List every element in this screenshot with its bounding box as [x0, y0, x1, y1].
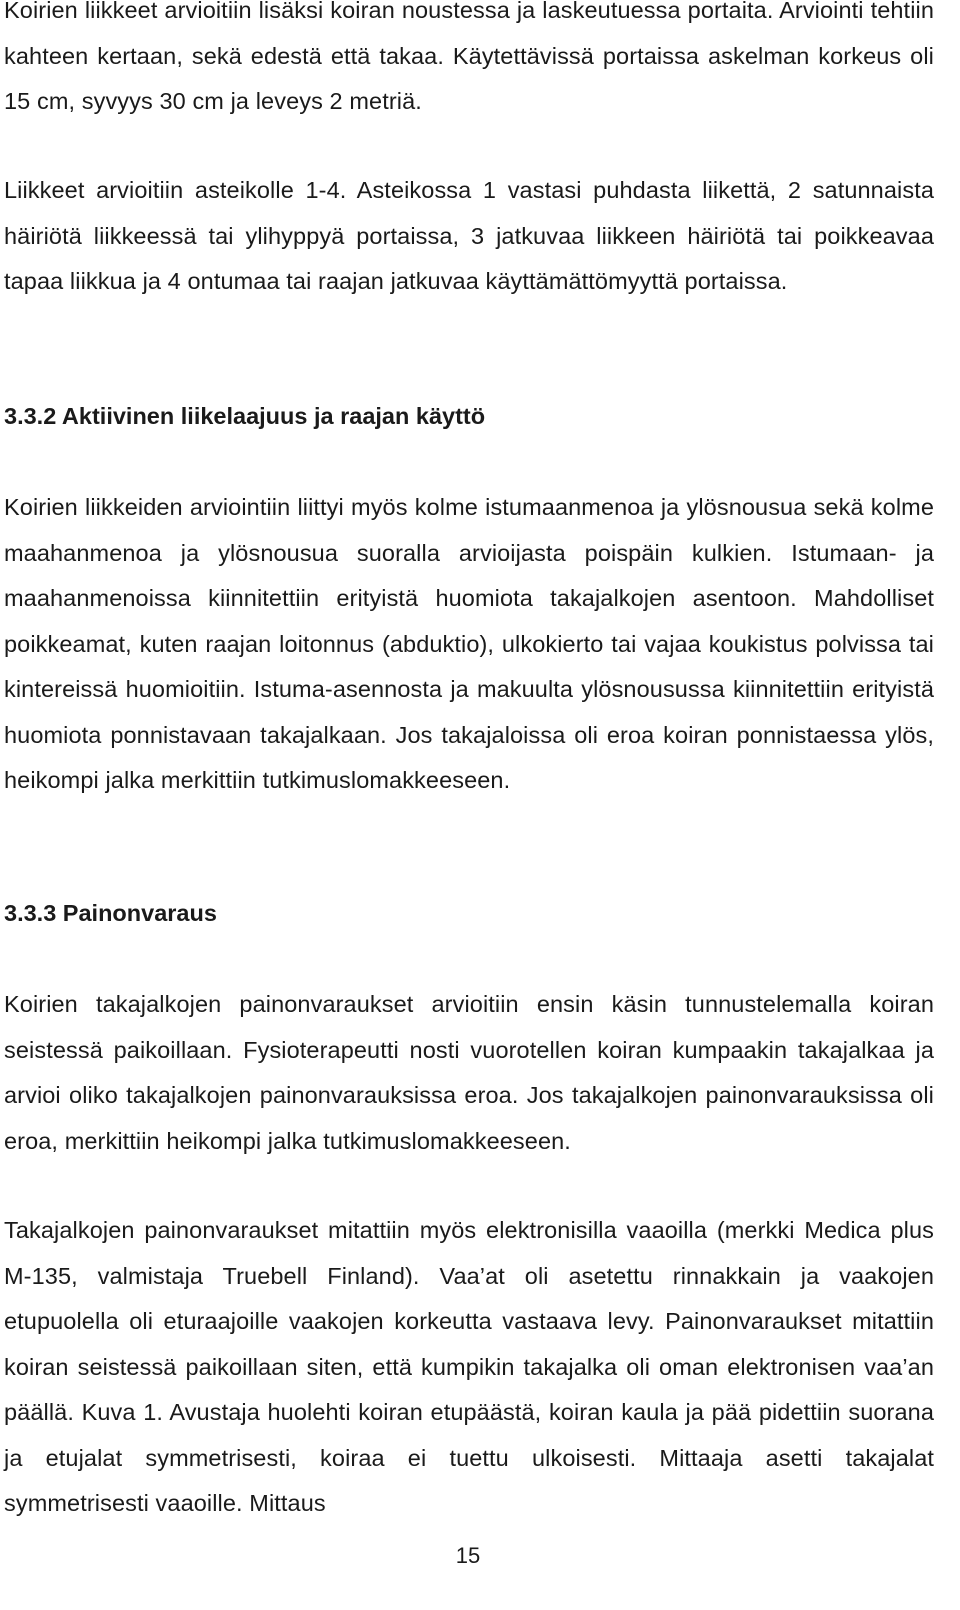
page-number: 15	[455, 1543, 481, 1568]
body-paragraph: Takajalkojen painonvaraukset mitattiin myös elektronisilla vaaoilla (merkki Medica plus M-135, valmistaja Truebell Finland). Vaa’at oli asetettu rinnakkain ja vaakojen etupuolella oli eturaajoille vaakojen korkeutta vastaava levy. Painonvaraukset mitattiin koiran seistessä paikoillaan siten, että kumpikin takajalka oli oman elektronisen vaa’an päällä. Kuva 1. Avustaja huolehti koiran etupäästä, koiran kaula ja pää pidettiin suorana ja etujalat symmetrisesti, koiraa ei tuettu ulkoisesti. Mittaaja asetti takajalat symmetrisesti vaaoille. Mittaus	[4, 1217, 934, 1516]
body-paragraph: Koirien takajalkojen painonvaraukset arvioitiin ensin käsin tunnustelemalla koiran seistessä paikoillaan. Fysioterapeutti nosti vuorotellen koiran kumpaakin takajalkaa ja arvioi oliko takajalkojen painonvarauksissa eroa. Jos takajalkojen painonvarauksissa oli eroa, merkittiin heikompi jalka tutkimuslomakkeeseen.	[4, 991, 934, 1154]
body-paragraph: Koirien liikkeiden arviointiin liittyi myös kolme istumaanmenoa ja ylösnousua sekä kolme maahanmenoa ja ylösnousua suoralla arvioijasta poispäin kulkien. Istumaan- ja maahanmenoissa kiinnitettiin erityistä huomiota takajalkojen asentoon. Mahdolliset poikkeamat, kuten raajan loitonnus (abduktio), ulkokierto tai vajaa koukistus polvissa tai kintereissä huomioitiin. Istuma-asennosta ja makuulta ylösnousussa kiinnitettiin erityistä huomiota ponnistavaan takajalkaan. Jos takajaloissa oli eroa koiran ponnistaessa ylös, heikompi jalka merkittiin tutkimuslomakkeeseen.	[4, 494, 934, 793]
body-paragraph: Liikkeet arvioitiin asteikolle 1-4. Asteikossa 1 vastasi puhdasta liikettä, 2 satunnaista häiriötä liikkeessä tai ylihyppyä portaissa, 3 jatkuvaa liikkeen häiriötä tai poikkeavaa tapaa liikkua ja 4 ontumaa tai raajan jatkuvaa käyttämättömyyttä portaissa.	[4, 177, 934, 294]
section-heading: 3.3.3 Painonvaraus	[4, 900, 217, 926]
section-heading: 3.3.2 Aktiivinen liikelaajuus ja raajan käyttö	[4, 403, 486, 429]
body-paragraph: Koirien liikkeet arvioitiin lisäksi koiran noustessa ja laskeutuessa portaita. Arviointi tehtiin kahteen kertaan, sekä edestä että takaa. Käytettävissä portaissa askelman korkeus oli 15 cm, syvyys 30 cm ja leveys 2 metriä.	[4, 0, 934, 114]
